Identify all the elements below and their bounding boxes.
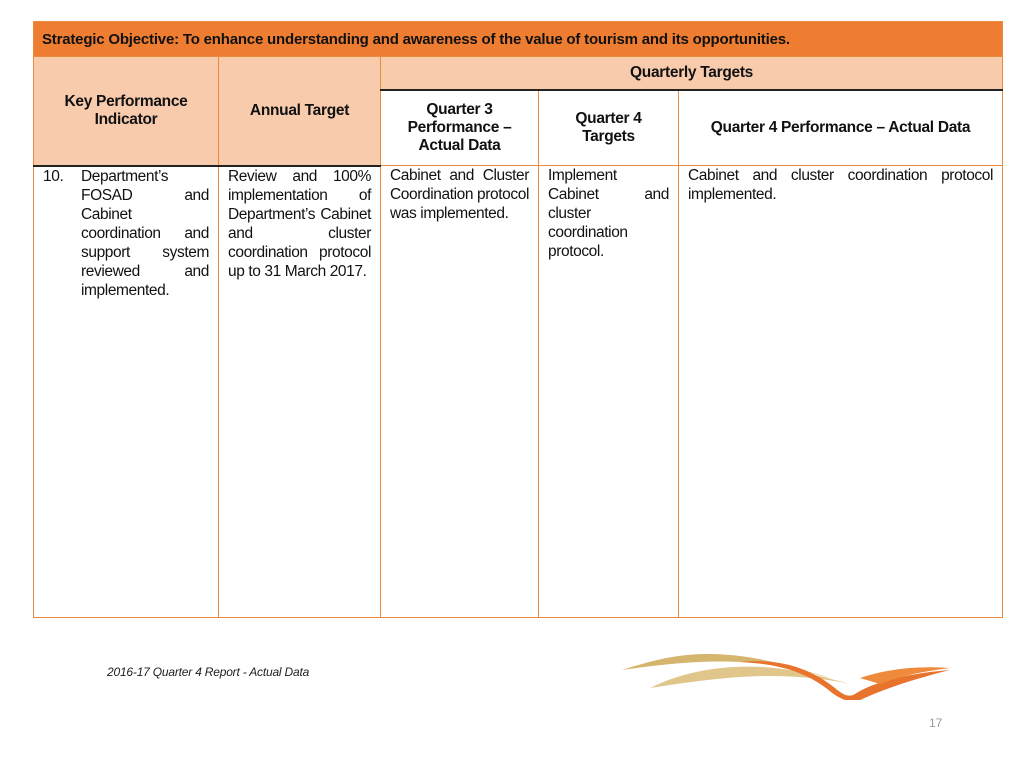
kpi-number: 10.	[43, 167, 64, 185]
annual-target-cell: Review and 100% implementation of Department’s Cabinet and cluster coordination protocol up to 31 March 2017.	[219, 166, 381, 618]
header-row-1	[34, 57, 1003, 90]
header-q3-performance	[381, 90, 539, 166]
header-q4-performance: Quarter 4 Performance – Actual Data	[679, 90, 1003, 166]
q4-performance-cell: Cabinet and cluster coordination protocol implemented.	[679, 166, 1003, 618]
performance-table	[33, 21, 1003, 618]
header-annual-target: Annual Target	[219, 57, 381, 166]
q4-targets-cell: Implement Cabinet and cluster coordination protocol.	[539, 166, 679, 618]
header-q3-performance-label: Quarter 3 Performance – Actual Data	[407, 100, 512, 154]
strategic-objective: Strategic Objective: To enhance understanding and awareness of the value of tourism and its opportunities.	[34, 22, 1003, 57]
kpi-text: Department’s FOSAD and Cabinet coordination and support system reviewed and implemented.	[81, 167, 209, 299]
q3-performance-cell: Cabinet and Cluster Coordination protocol was implemented.	[381, 166, 539, 618]
kpi-item	[43, 167, 209, 300]
header-q4-targets	[539, 90, 679, 166]
header-quarterly-targets: Quarterly Targets	[381, 57, 1003, 90]
logo-orange-swoosh	[740, 661, 950, 700]
objective-row	[34, 22, 1003, 57]
footer-caption: 2016-17 Quarter 4 Report - Actual Data	[107, 665, 310, 679]
header-kpi	[34, 57, 219, 166]
header-q4-targets-label: Quarter 4 Targets	[575, 109, 642, 145]
swoosh-logo	[620, 648, 952, 700]
page-number: 17	[929, 716, 943, 730]
header-kpi-label: Key Performance Indicator	[64, 92, 188, 128]
kpi-cell	[34, 166, 219, 618]
table-row	[34, 166, 1003, 618]
